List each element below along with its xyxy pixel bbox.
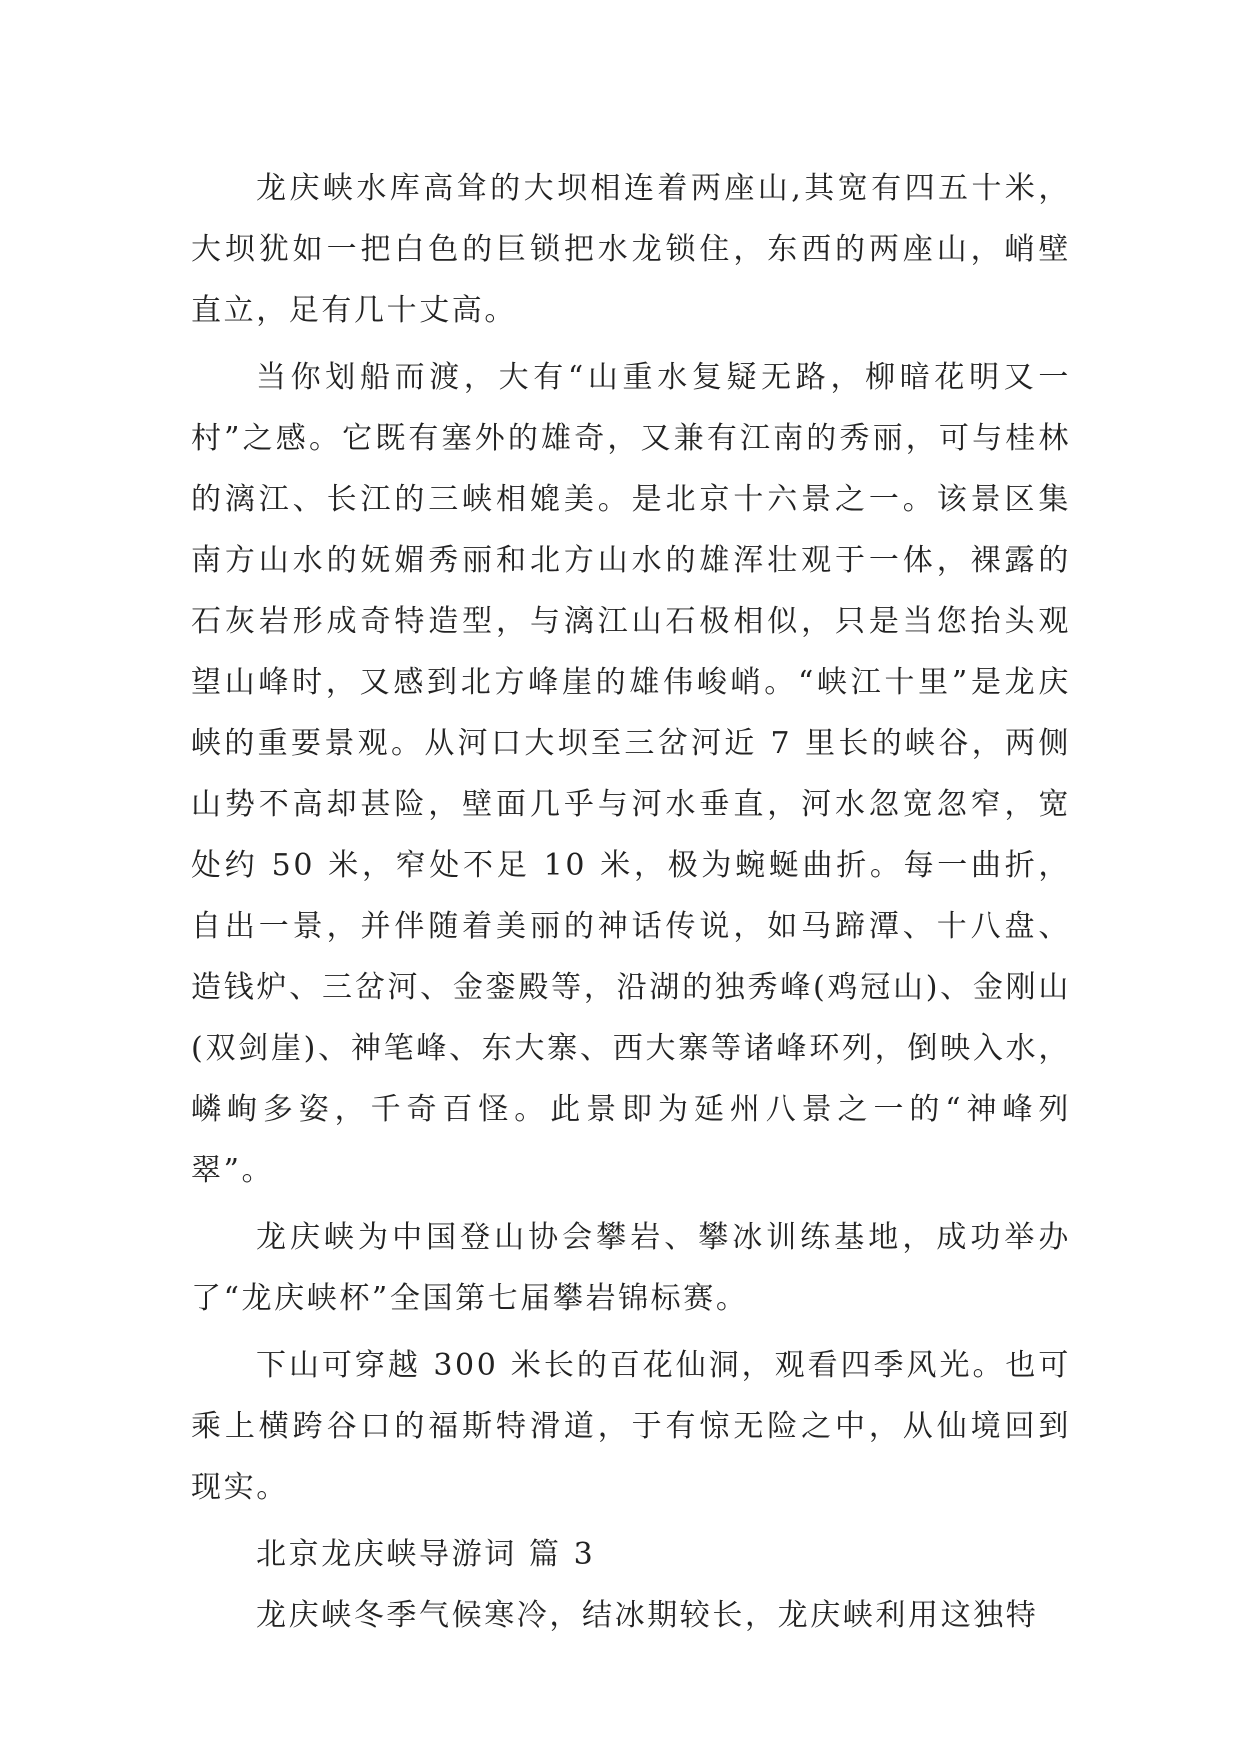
- section-heading: 北京龙庆峡导游词 篇 3: [256, 1537, 596, 1572]
- paragraph-boat-ride: 当你划船而渡，大有“山重水复疑无路，柳暗花明又一村”之感。它既有塞外的雄奇，又兼有江南的秀丽，可与桂林的漓江、长江的三峡相媲美。是北京十六景之一。该景区集南方山水的妩媚秀丽和北方山水的雄浑壮观于一体，裸露的石灰岩形成奇特造型，与漓江山石极相似，只是当您抬头观望山峰时，又感到北方峰崖的雄伟峻峭。“峡江十里”是龙庆峡的重要景观。从河口大坝至三岔河近 7 里长的峡谷，两侧山势不高却甚险，壁面几乎与河水垂直，河水忽宽忽窄，宽处约 50 米，窄处不足 10 米，极为蜿蜒曲折。每一曲折，自出一景，并伴随着美丽的神话传说，如马蹄潭、十八盘、造钱炉、三岔河、金銮殿等，沿湖的独秀峰(鸡冠山)、金刚山(双剑崖)、神笔峰、东大寨、西大寨等诸峰环列，倒映入水，嶙峋多姿，千奇百怪。此景即为延州八景之一的“神峰列翠”。: [191, 360, 1071, 1188]
- document-body: [191, 158, 1071, 1646]
- paragraph-dam: 龙庆峡水库高耸的大坝相连着两座山,其宽有四五十米，大坝犹如一把白色的巨锁把水龙锁住，东西的两座山，峭壁直立，足有几十丈高。: [191, 171, 1071, 328]
- paragraph-descent: 下山可穿越 300 米长的百花仙洞，观看四季风光。也可乘上横跨谷口的福斯特滑道，于有惊无险之中，从仙境回到现实。: [191, 1348, 1071, 1505]
- paragraph-winter: 龙庆峡冬季气候寒冷，结冰期较长，龙庆峡利用这独特: [256, 1598, 1039, 1633]
- paragraph-climbing-base: 龙庆峡为中国登山协会攀岩、攀冰训练基地，成功举办了“龙庆峡杯”全国第七届攀岩锦标赛。: [191, 1220, 1071, 1316]
